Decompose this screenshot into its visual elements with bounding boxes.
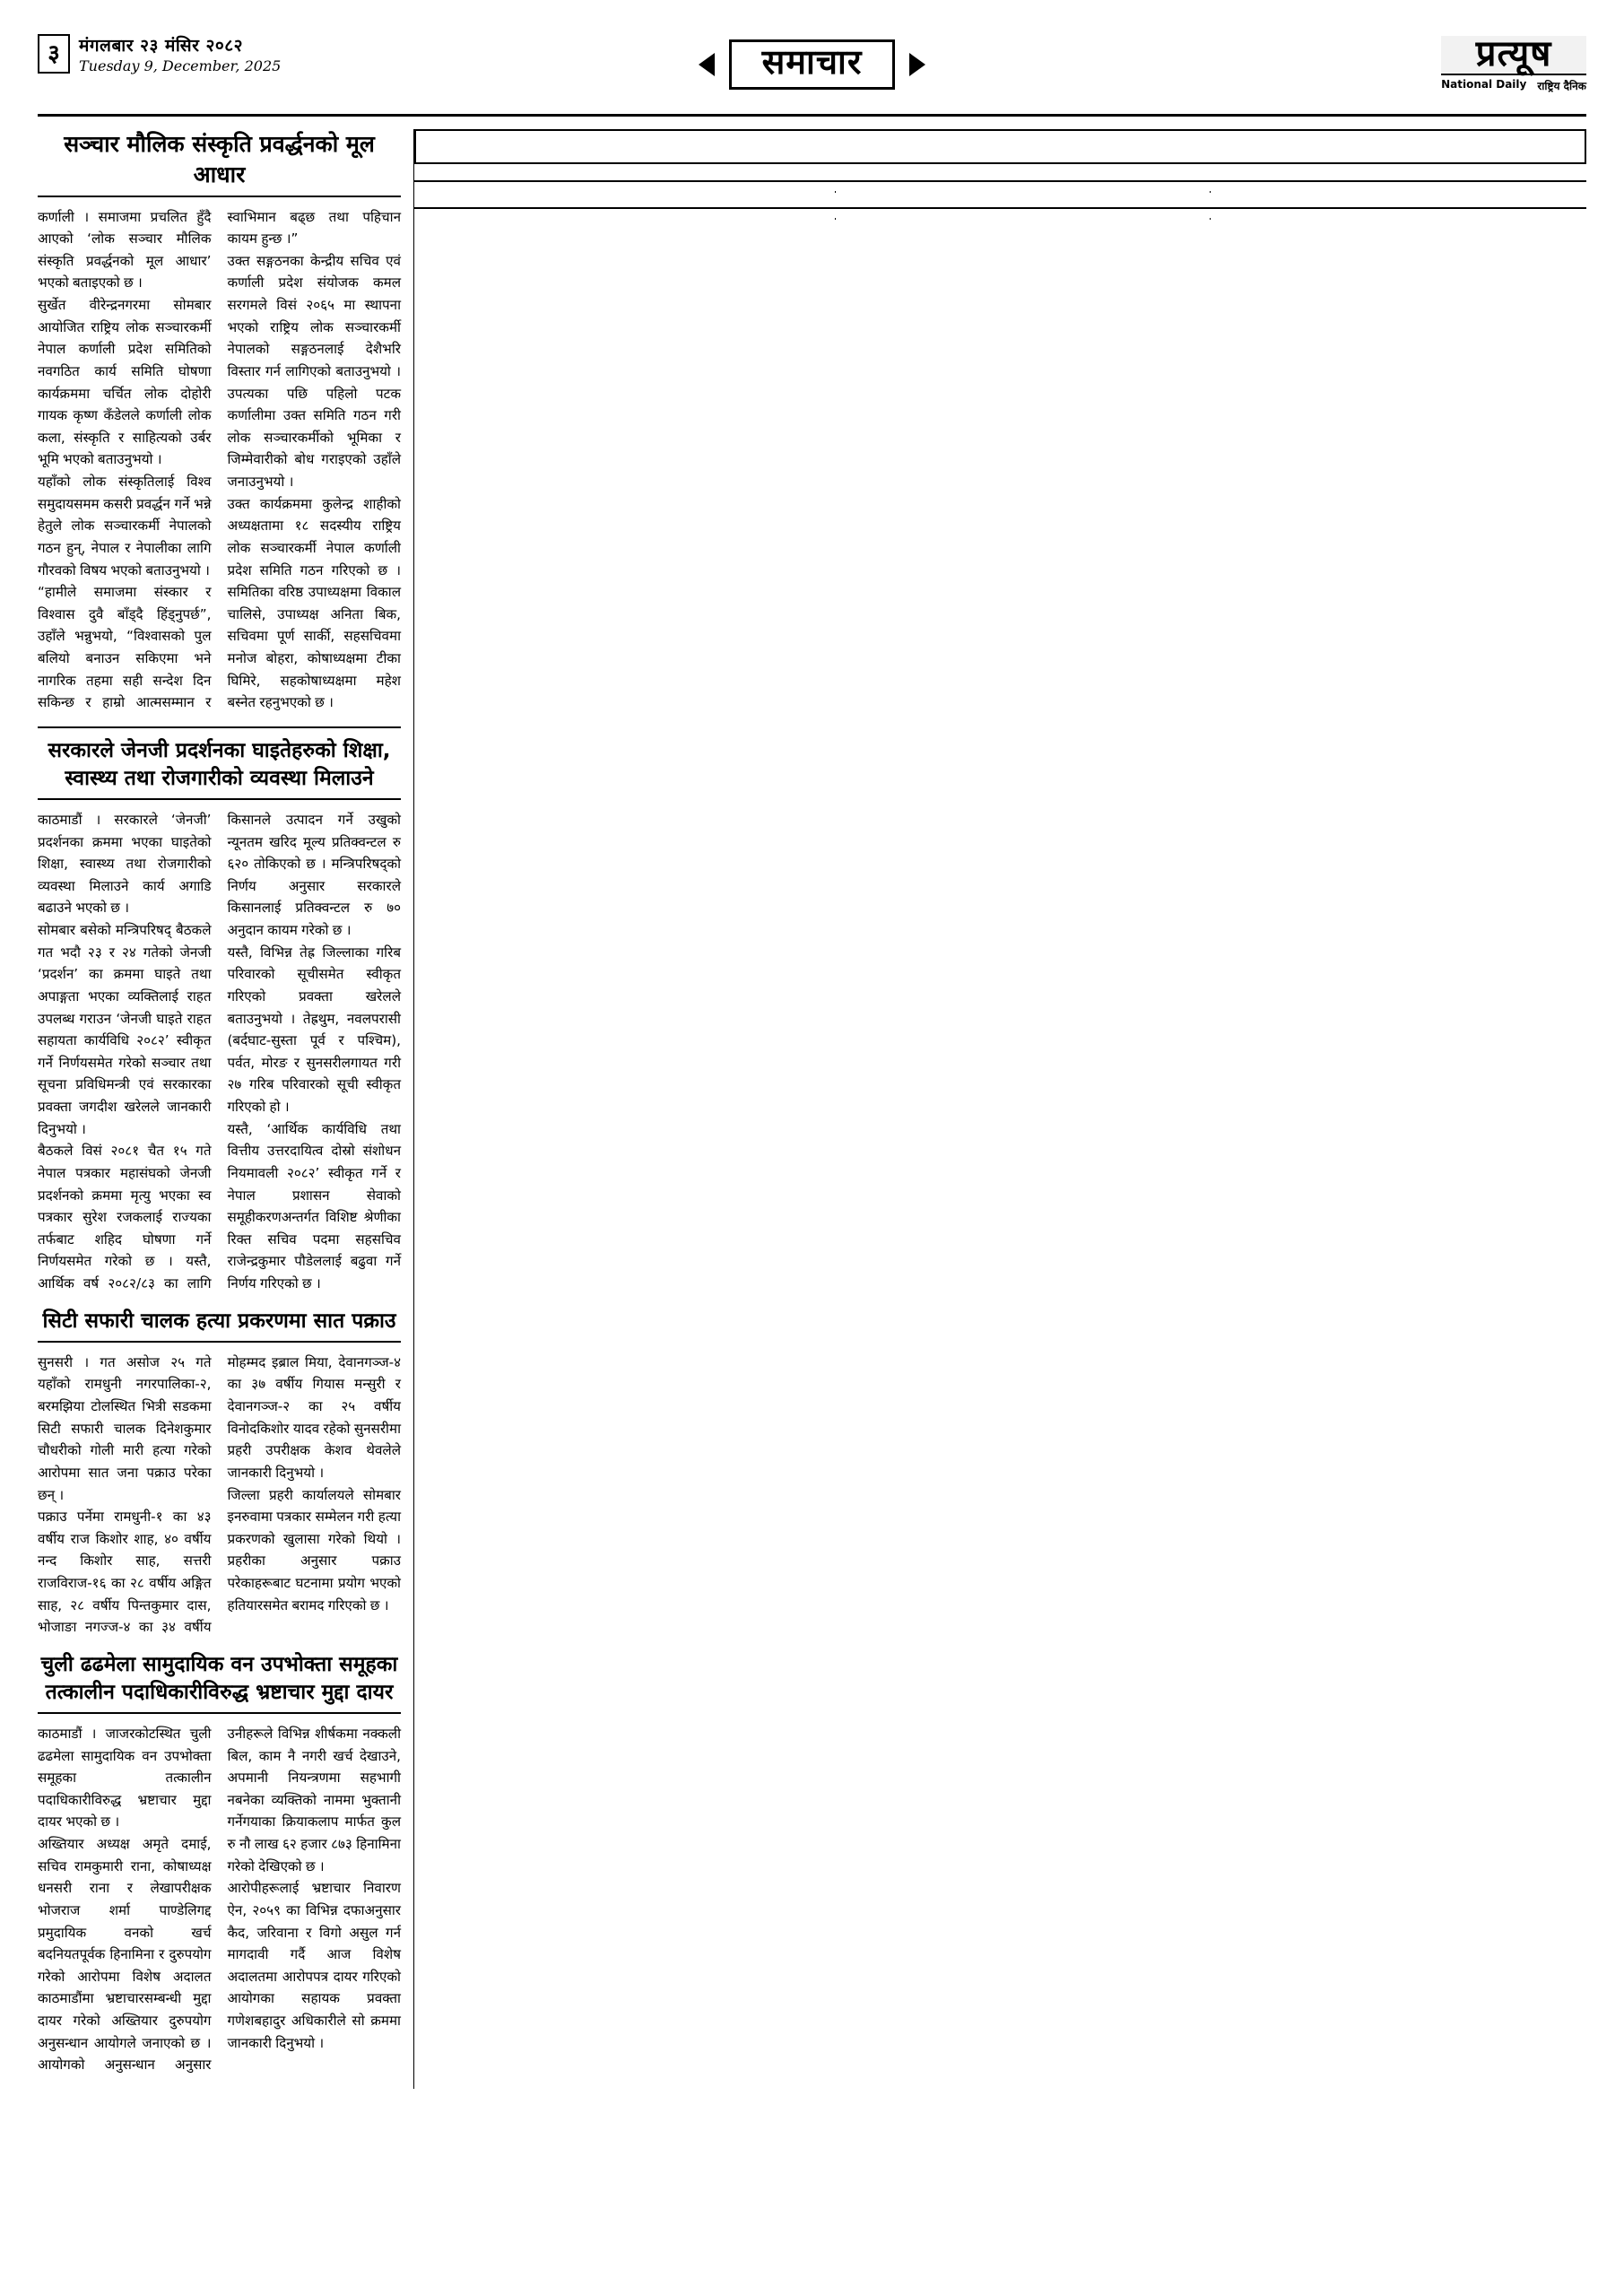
paragraph: पक्राउ पर्नेमा रामधुनी-१ का ४३ वर्षीय राज किशोर शाह, ४० वर्षीय नन्द किशोर साह, सत्तरी राजविराज-१६ का २८ वर्षीय अङ्गित साह, २८ वर्षीय पिन्तकुमार दास, भोजाङा नगज्ज-४ का ३४ वर्षीय मोहम्मद इब्राल मिया, देवानगञ्ज-४ का ३७ वर्षीय गियास मन्सुरी र देवानगञ्ज-२ का २५ वर्षीय विनोदकिशोर यादव रहेको सुनसरीमा प्रहरी उपरीक्षक केशव थेवलेले जानकारी दिनुभयो । (38, 1353, 401, 1636)
page-content (38, 129, 1586, 2089)
article-headline (38, 129, 401, 197)
headline-line-2: स्वास्थ्य तथा रोजगारीको व्यवस्था मिलाउने (65, 766, 374, 790)
article-chuli-dhadhmela (38, 1651, 401, 2076)
article-body (414, 218, 1586, 220)
triangle-left-icon (699, 53, 715, 76)
headline-line-1: चुली ढढमेला सामुदायिक वन उपभोक्ता समूहका (40, 1652, 398, 1676)
paragraph: सोमबार बसेको मन्त्रिपरिषद् बैठकले गत भदौ २३ र २४ गतेको जेनजी ‘प्रदर्शन’ का क्रममा घाइते तथा अपाङ्गता भएका व्यक्तिलाई राहत उपलब्ध गराउन ‘जेनजी घाइते राहत सहायता कार्यविधि २०८२’ स्वीकृत गर्ने निर्णयसमेत गरेको सञ्चार तथा सूचना प्रविधिमन्त्री एवं सरकारका प्रवक्ता जगदीश खरेलले जानकारी दिनुभयो । (38, 922, 212, 1137)
body-column-1 (414, 218, 836, 220)
paragraph: यस्तै, विभिन्न तेह्र जिल्लाका गरिब परिवारको सूचीसमेत स्वीकृत गरिएको प्रवक्ता खरेलले बताउनुभयो । तेह्रथुम, नवलपरासी (बर्दघाट-सुस्ता पूर्व र पश्चिम), पर्वत, मोरङ र सुनसरीलगायत गरी २७ गरिब परिवारको सूची स्वीकृत गरिएको हो । (227, 944, 401, 1116)
date-block (79, 34, 281, 76)
paragraph: अख्तियार अध्यक्ष अमृते दमाई, सचिव रामकुमारी राना, कोषाध्यक्ष धनसरी राना र लेखापरीक्षक भोजराज शर्मा पाण्डेलिगद्द प्रमुदायिक वनको खर्च बदनियतपूर्वक हिनामिना र दुरुपयोग गरेको आरोपमा विशेष अदालत काठमाडौंमा भ्रष्टाचारसम्बन्धी मुद्दा दायर गरेको अख्तियार दुरुपयोग अनुसन्धान आयोगले जनाएको छ । आयोगको अनुसन्धान अनुसार उनीहरूले विभिन्न शीर्षकमा नक्कली बिल, काम नै नगरी खर्च देखाउने, अपमानी नियन्त्रणमा सहभागी नबनेका व्यक्तिको नाममा भुक्तानी गर्नेगयाका क्रियाकलाप मार्फत कुल रु नौ लाख ६२ हजार ८७३ हिनामिना गरेको देखिएको छ । (38, 1725, 401, 2074)
logo-subtitle-english: National Daily (1441, 78, 1527, 91)
lead-body (429, 151, 1572, 152)
masthead (38, 34, 1586, 117)
lead-article (414, 129, 1586, 164)
article-headline (414, 202, 1586, 209)
logo-title: प्रत्यूष (1441, 36, 1586, 75)
section-title: समाचार (729, 39, 896, 90)
date-nepali: मंगलबार २३ मंसिर २०८२ (79, 36, 244, 56)
logo-subtitle-nepali: राष्ट्रिय दैनिक (1537, 80, 1586, 92)
paragraph: सुनसरी । गत असोज २५ गते यहाँको रामधुनी नगरपालिका-२, बरमझिया टोलस्थित भित्री सडकमा सिटी सफारी चालक दिनेशकुमार चौधरीको गोली मारी हत्या गरेको आरोपमा सात जना पक्राउ परेका छन् । (38, 1353, 212, 1503)
body-column-3 (1211, 218, 1585, 220)
article-jenji-pradarshan (38, 726, 401, 1295)
section-header (423, 34, 1201, 90)
paragraph: सुर्खेत वीरेन्द्रनगरमा सोमबार आयोजित राष्ट्रिय लोक सञ्चारकर्मी नेपाल कर्णाली प्रदेश समितिको नवगठित कार्य समिति घोषणा कार्यक्रममा चर्चित लोक दोहोरी गायक कृष्ण कँडेलले कर्णाली लोक कला, संस्कृति र साहित्यको उर्बर भूमि भएको बताउनुभयो । (38, 297, 212, 468)
paragraph: उक्त कार्यक्रममा कुलेन्द्र शाहीको अध्यक्षतामा १८ सदस्यीय राष्ट्रिय लोक सञ्चारकर्मी नेपाल कर्णाली प्रदेश समिति गठन गरिएको छ । समितिका वरिष्ठ उपाध्यक्षमा विकाल चालिसे, उपाध्यक्ष अनिता बिक, सचिवमा पूर्ण सार्की, सहसचिवमा मनोज बोहरा, कोषाध्यक्षमा टीका घिमिरे, सहकोषाध्यक्षमा महेश बस्नेत रहनुभएको छ । (227, 495, 401, 711)
paragraph: कर्णाली । समाजमा प्रचलित हुँदै आएको ‘लोक सञ्चार मौलिक संस्कृति प्रवर्द्धनको मूल आधार’ भएको बताइएको छ । (38, 208, 212, 291)
column-1 (38, 129, 414, 2089)
paragraph: बैठकले विसं २०८१ चैत १५ गते नेपाल पत्रकार महासंघको जेनजी प्रदर्शनको क्रममा मृत्यु भएका स्व पत्रकार सुरेश रजकलाई राज्यका तर्फबाट शहिद घोषणा गर्ने निर्णयसमेत गरेको छ । यस्तै, आर्थिक वर्ष २०८२/८३ का लागि किसानले उत्पादन गर्ने उखुको न्यूनतम खरिद मूल्य प्रतिक्वन्टल रु ६२० तोकिएको छ । मन्त्रिपरिषद्को निर्णय अनुसार सरकारले किसानलाई प्रतिक्वन्टल रु ७० अनुदान कायम गरेको छ । (38, 811, 401, 1292)
logo-subtitle (1441, 75, 1586, 93)
paragraph: यहाँको लोक संस्कृतिलाई विश्व समुदायसमम कसरी प्रवर्द्धन गर्ने भन्ने हेतुले लोक सञ्चारकर्मी नेपालको गठन हुन्, नेपाल र नेपालीका लागि गौरवको विषय भएको बताउनुभयो । (38, 474, 212, 578)
article-headline (414, 175, 1586, 182)
article-body (38, 1723, 401, 2076)
headline-line-2: तत्कालीन पदाधिकारीविरुद्ध भ्रष्टाचार मुद्दा दायर (45, 1680, 394, 1704)
paragraph: “हामीले समाजमा संस्कार र विश्वास दुवै बाँड्दै हिंड्नुपर्छ”, उहाँले भन्नुभयो, “विश्वासको पुल बलियो बनाउन सकिएमा भने नागरिक तहमा सही सन्देश दिन सकिन्छ र हाम्रो आत्मसम्मान र स्वाभिमान बढ्छ तथा पहिचान कायम हुन्छ ।” (38, 208, 401, 711)
body-column-1 (414, 191, 836, 193)
article-matadata-namawali (414, 202, 1586, 220)
paragraph: काठमाडौं । सरकारले ‘जेनजी’ प्रदर्शनका क्रममा भएका घाइतेको शिक्षा, स्वास्थ्य तथा रोजगारीको व्यवस्था मिलाउने कार्य अगाडि बढाउने भएको छ । (38, 811, 212, 917)
page-number: ३ (38, 34, 70, 74)
headline-line-1: सिटी सफारी चालक हत्या प्रकरणमा सात पक्राउ (42, 1309, 396, 1333)
article-body (414, 191, 1586, 193)
headline-line-1: सरकारले जेनजी प्रदर्शनका घाइतेहरुको शिक्षा, (48, 738, 391, 762)
paragraph: आरोपीहरूलाई भ्रष्टाचार निवारण ऐन, २०५९ का विभिन्न दफाअनुसार कैद, जरिवाना र विगो असुल गर्न मागदावी गर्दै आज विशेष अदालतमा आरोपपत्र दायर गरिएको आयोगका सहायक प्रवक्ता गणेशबहादुर अधिकारीले सो क्रममा जानकारी दिनुभयो । (227, 1880, 401, 2051)
triangle-right-icon (909, 53, 925, 76)
masthead-left (38, 34, 423, 76)
newspaper-logo (1441, 33, 1586, 93)
paragraph: जिल्ला प्रहरी कार्यालयले सोमबार इनरुवामा पत्रकार सम्मेलन गरी हत्या प्रकरणको खुलासा गरेको थियो । प्रहरीका अनुसार पक्राउ परेकाहरूबाट घटनामा प्रयोग भएको हतियारसमेत बरामद गरिएको छ । (227, 1486, 401, 1613)
paragraph: काठमाडौं । जाजरकोटस्थित चुली ढढमेला सामुदायिक वन उपभोक्ता समूहका तत्कालीन पदाधिकारीविरुद्ध भ्रष्टाचार मुद्दा दायर भएको छ । (38, 1725, 212, 1831)
paragraph: यस्तै, ‘आर्थिक कार्यविधि तथा वित्तीय उत्तरदायित्व दोस्रो संशोधन नियमावली २०८२’ स्वीकृत गर्ने र नेपाल प्रशासन सेवाको समूहीकरणअन्तर्गत विशिष्ट श्रेणीका रिक्त सचिव पदमा सहसचिव राजेन्द्रकुमार पौडेललाई बढुवा गर्ने निर्णय गरिएको छ । (227, 1120, 401, 1292)
body-column-3 (1211, 191, 1585, 193)
article-body (38, 1352, 401, 1639)
article-body (38, 809, 401, 1295)
body-column-2 (836, 191, 1211, 193)
article-body (38, 206, 401, 714)
article-headline (38, 737, 401, 800)
body-column-2 (836, 218, 1211, 220)
article-sanchar-maulik (38, 129, 401, 714)
article-headline (38, 1308, 401, 1343)
masthead-right (1201, 34, 1586, 93)
article-headline (38, 1651, 401, 1714)
headline-line-1: सञ्चार मौलिक संस्कृति प्रवर्द्धनको मूल आधार (64, 131, 375, 187)
paragraph: उक्त सङ्गठनका केन्द्रीय सचिव एवं कर्णाली प्रदेश संयोजक कमल सरगमले विसं २०६५ मा स्थापना भएको राष्ट्रिय लोक सञ्चारकर्मी नेपालको सङ्गठनलाई देशैभरि विस्तार गर्न लागिएको बताउनुभयो । उपत्यका पछि पहिलो पटक कर्णालीमा उक्त समिति गठन गरी लोक सञ्चारकर्मीको भूमिका र जिम्मेवारीको बोध गराइएको उहाँले जनाउनुभयो । (227, 252, 401, 490)
article-city-safari (38, 1308, 401, 1639)
date-english: Tuesday 9, December, 2025 (79, 57, 282, 74)
article-patro-2083 (414, 175, 1586, 193)
